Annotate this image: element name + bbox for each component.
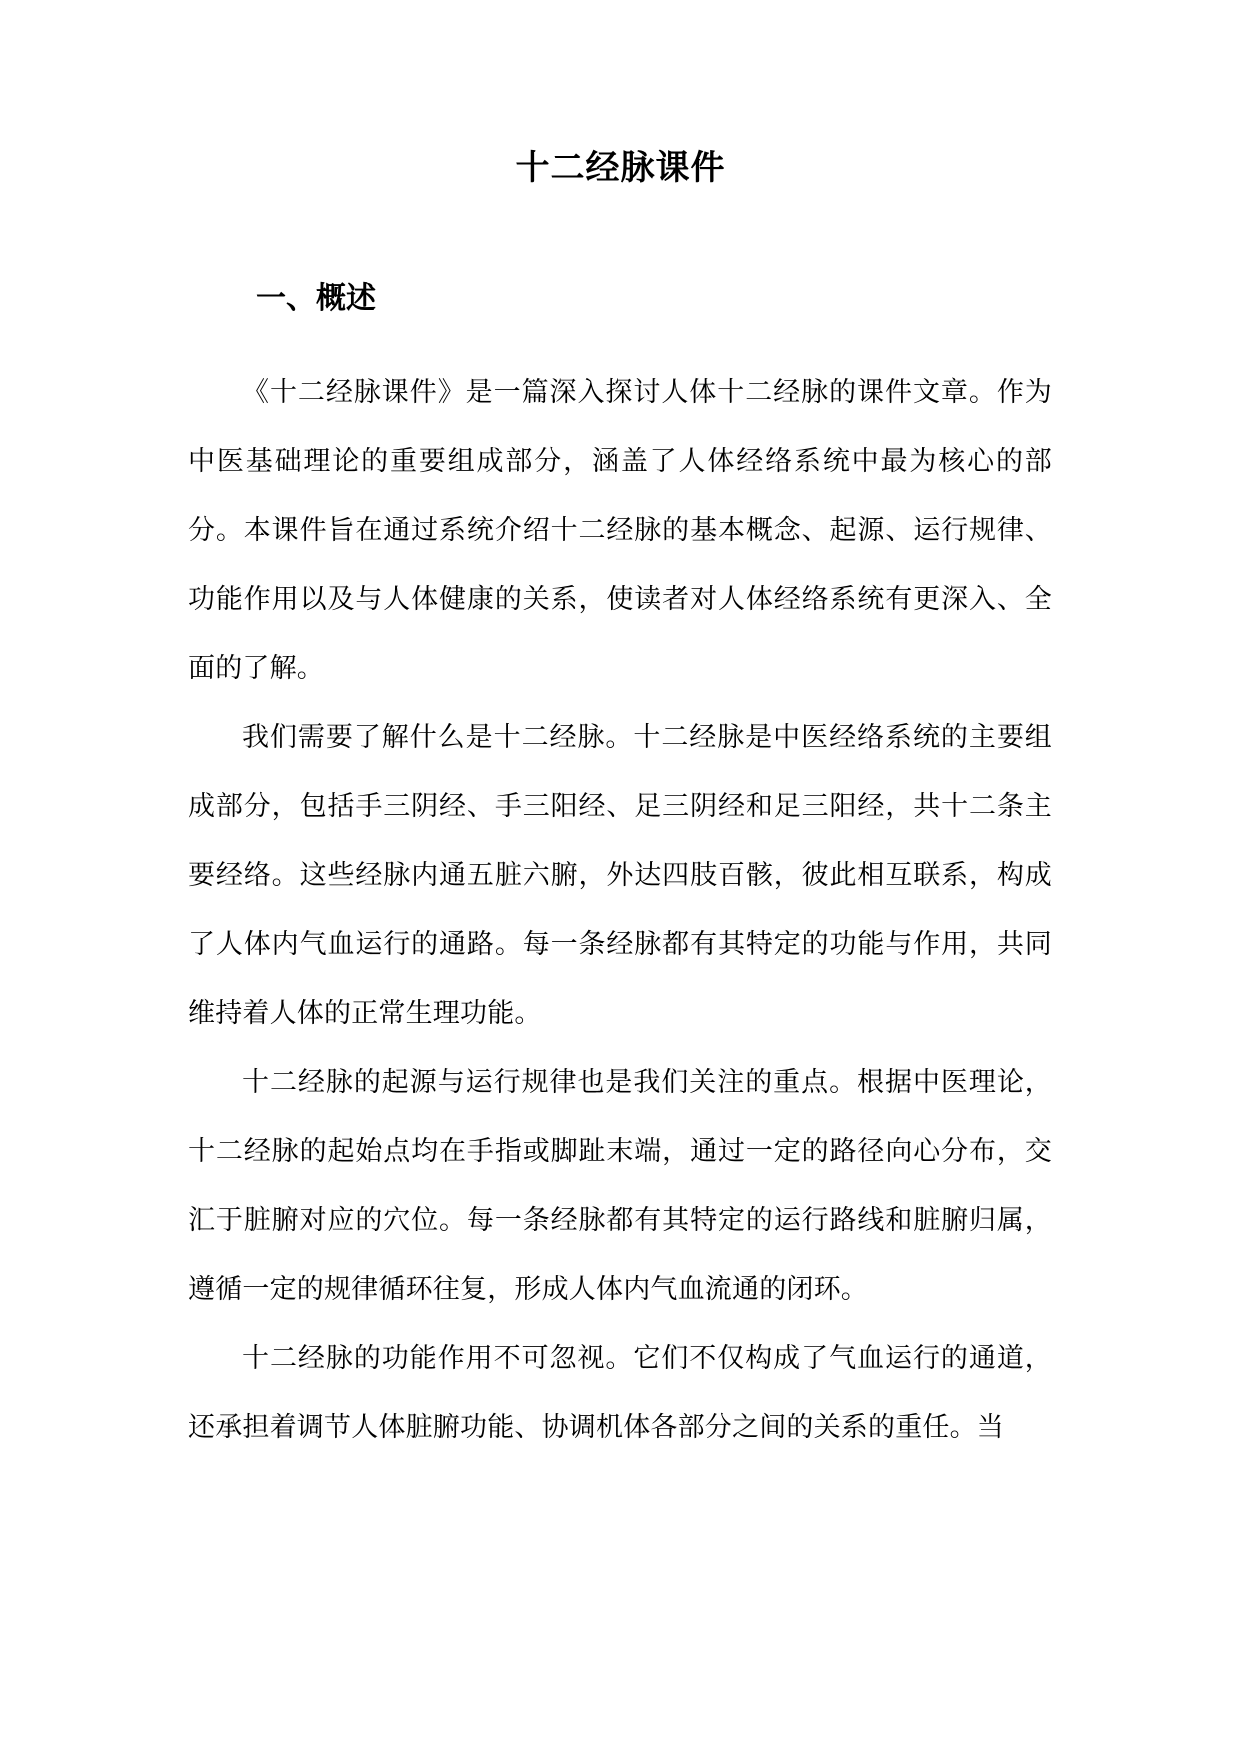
body-text — [188, 358, 1052, 1462]
paragraph-definition: 我们需要了解什么是十二经脉。十二经脉是中医经络系统的主要组成部分，包括手三阴经、手三阳经、足三阴经和足三阳经，共十二条主要经络。这些经脉内通五脏六腑，外达四肢百骸，彼此相互联系，构成了人体内气血运行的通路。每一条经脉都有其特定的功能与作用，共同维持着人体的正常生理功能。 — [188, 722, 1052, 1029]
paragraph-intro: 《十二经脉课件》是一篇深入探讨人体十二经脉的课件文章。作为中医基础理论的重要组成部分，涵盖了人体经络系统中最为核心的部分。本课件旨在通过系统介绍十二经脉的基本概念、起源、运行规律、功能作用以及与人体健康的关系，使读者对人体经络系统有更深入、全面的了解。 — [188, 377, 1052, 684]
section-heading-overview: 一、概述 — [256, 281, 376, 316]
document-title: 十二经脉课件 — [515, 148, 726, 188]
paragraph-origin: 十二经脉的起源与运行规律也是我们关注的重点。根据中医理论，十二经脉的起始点均在手指或脚趾末端，通过一定的路径向心分布，交汇于脏腑对应的穴位。每一条经脉都有其特定的运行路线和脏腑归属，遵循一定的规律循环往复，形成人体内气血流通的闭环。 — [188, 1067, 1052, 1305]
paragraph-function: 十二经脉的功能作用不可忽视。它们不仅构成了气血运行的通道，还承担着调节人体脏腑功能、协调机体各部分之间的关系的重任。当 — [188, 1343, 1052, 1443]
